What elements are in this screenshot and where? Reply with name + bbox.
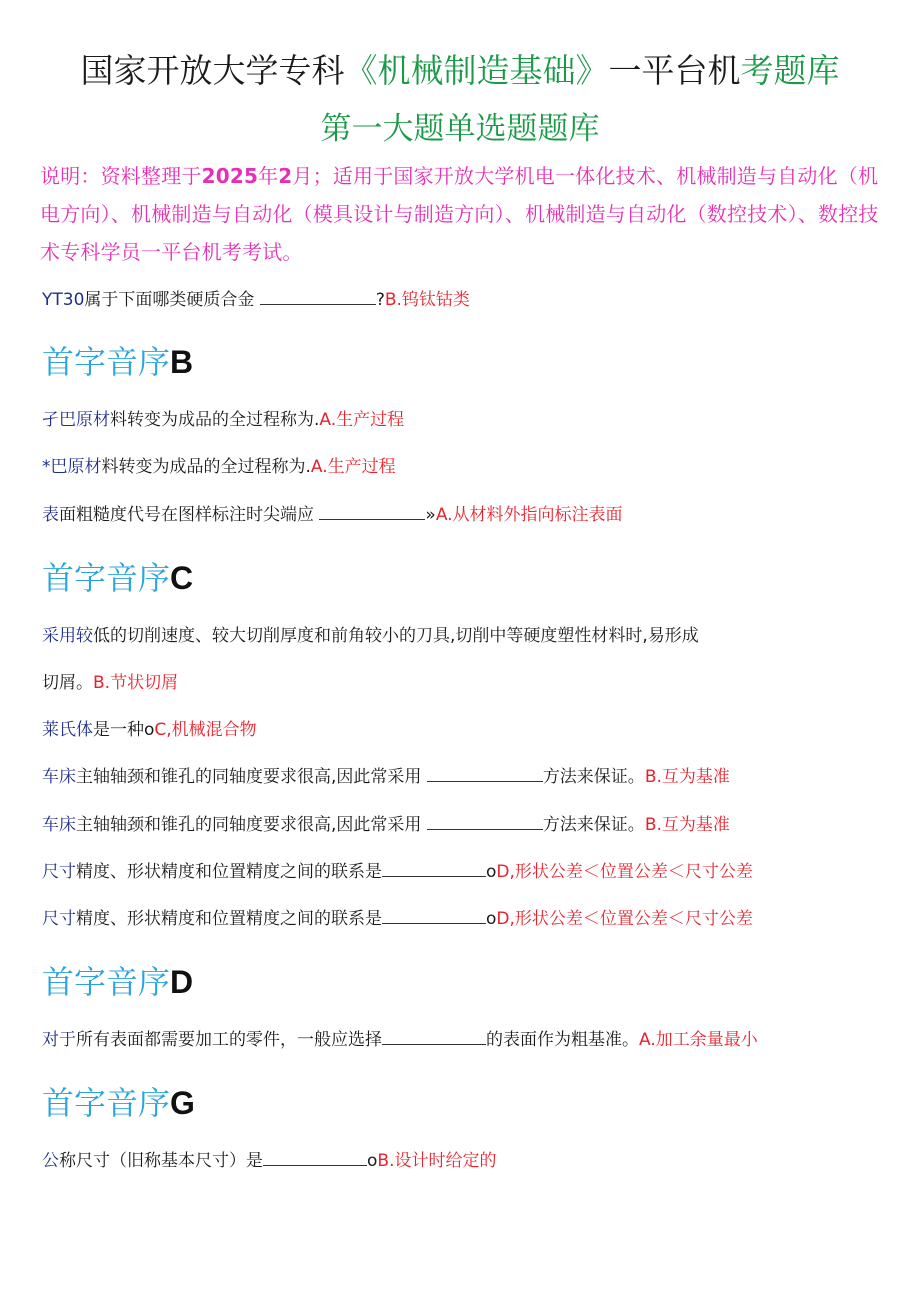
question-item — [42, 288, 902, 312]
question-after: » — [425, 505, 436, 525]
question-item — [42, 624, 902, 648]
question-answer: B.节状切屑 — [93, 673, 179, 693]
question-after: o — [486, 909, 497, 929]
section-heading — [42, 340, 193, 384]
title-part-4: 考题库 — [740, 51, 840, 90]
question-lead: 对于 — [42, 1030, 76, 1050]
answer-blank — [260, 288, 376, 305]
question-item — [42, 813, 902, 837]
question-answer: B.互为基准 — [644, 815, 730, 835]
note-part-1: 说明：资料整理于 — [40, 164, 202, 188]
section-heading — [42, 1081, 195, 1125]
section-heading — [42, 556, 193, 600]
section-heading — [42, 960, 193, 1004]
question-text: 所有表面都需要加工的零件，一般应选择 — [76, 1030, 382, 1050]
note-part-3: 月；适用于国家开放大学机电一体化技术、机械制造与自动化（机电方向）、机械制造与自动化（模具设计与制造方向）、机械制造与自动化（数控技术）、数控技术专科学员一平台机考考试。 — [40, 164, 879, 264]
question-item — [42, 860, 902, 884]
question-item — [42, 455, 902, 479]
question-lead: 莱氏体 — [42, 720, 93, 740]
question-answer: A.生产过程 — [310, 457, 396, 477]
question-item — [42, 503, 902, 527]
note-month: 2 — [278, 164, 293, 188]
question-text: 称尺寸（旧称基本尺寸）是 — [59, 1151, 263, 1171]
section-label: 首字音序 — [42, 559, 171, 597]
question-text: 主轴轴颈和锥孔的同轴度要求很高,因此常采用 — [76, 815, 422, 835]
question-lead: 尺寸 — [42, 862, 76, 882]
question-item — [42, 765, 902, 789]
question-text: 属于下面哪类硬质合金 — [84, 290, 255, 310]
question-text: 精度、形状精度和位置精度之间的联系是 — [76, 862, 382, 882]
question-answer: A.从材料外指向标注表面 — [435, 505, 623, 525]
question-lead: 采用较 — [42, 626, 93, 646]
question-text: 切屑。 — [42, 673, 93, 693]
question-lead: 孑巴原材 — [42, 410, 110, 430]
question-answer: D,形状公差＜位置公差＜尺寸公差 — [496, 909, 753, 929]
question-lead: YT30 — [42, 290, 85, 310]
answer-blank — [382, 907, 486, 924]
question-lead: 尺寸 — [42, 909, 76, 929]
section-letter: B — [170, 344, 194, 380]
question-item — [42, 907, 902, 931]
question-lead: 车床 — [42, 767, 76, 787]
question-after: 的表面作为粗基准。 — [486, 1030, 639, 1050]
question-answer: B.钨钛钴类 — [384, 290, 470, 310]
question-item — [42, 1028, 902, 1052]
note-year: 2025 — [201, 164, 259, 188]
section-letter: C — [170, 560, 194, 596]
answer-blank — [382, 1028, 486, 1045]
question-text: 面粗糙度代号在图样标注时尖端应 — [59, 505, 314, 525]
question-text: 是一种o — [93, 720, 155, 740]
question-after: o — [486, 862, 497, 882]
question-lead: 表 — [42, 505, 59, 525]
question-item — [42, 408, 902, 432]
question-text: 精度、形状精度和位置精度之间的联系是 — [76, 909, 382, 929]
question-item — [42, 1149, 902, 1173]
section-label: 首字音序 — [42, 343, 171, 381]
note-part-2: 年 — [258, 164, 279, 188]
document-title — [0, 48, 920, 94]
question-text: 低的切削速度、较大切削厚度和前角较小的刀具,切削中等硬度塑性材料时,易形成 — [93, 626, 699, 646]
section-label: 首字音序 — [42, 1084, 171, 1122]
question-answer: A.加工余量最小 — [639, 1030, 758, 1050]
description-note — [40, 157, 880, 271]
question-item — [42, 718, 902, 742]
question-item-continuation — [42, 671, 902, 695]
question-after: 方法来保证。 — [542, 767, 645, 787]
section-letter: D — [170, 964, 194, 1000]
section-label: 首字音序 — [42, 963, 171, 1001]
question-answer: C,机械混合物 — [154, 720, 257, 740]
answer-blank — [382, 860, 486, 877]
question-after: ? — [375, 290, 385, 310]
question-answer: B.互为基准 — [644, 767, 730, 787]
title-part-2: 《机械制造基础》 — [344, 51, 609, 90]
section-letter: G — [170, 1085, 195, 1121]
section-subtitle: 第一大题单选题题库 — [320, 111, 600, 147]
question-lead: 公 — [42, 1151, 59, 1171]
answer-blank — [263, 1149, 367, 1166]
answer-blank — [427, 813, 543, 830]
title-part-1: 国家开放大学专科 — [80, 51, 345, 90]
question-text: 主轴轴颈和锥孔的同轴度要求很高,因此常采用 — [76, 767, 422, 787]
question-after: 方法来保证。 — [542, 815, 645, 835]
question-answer: A.生产过程 — [319, 410, 405, 430]
answer-blank — [427, 765, 543, 782]
question-text: 料转变为成品的全过程称为. — [110, 410, 320, 430]
question-answer: B.设计时给定的 — [377, 1151, 497, 1171]
question-lead: *巴原材 — [42, 457, 102, 477]
question-after: o — [367, 1151, 378, 1171]
question-text: 料转变为成品的全过程称为. — [101, 457, 311, 477]
question-answer: D,形状公差＜位置公差＜尺寸公差 — [496, 862, 753, 882]
question-lead: 车床 — [42, 815, 76, 835]
title-part-3: 一平台机 — [608, 51, 741, 90]
answer-blank — [319, 503, 425, 520]
